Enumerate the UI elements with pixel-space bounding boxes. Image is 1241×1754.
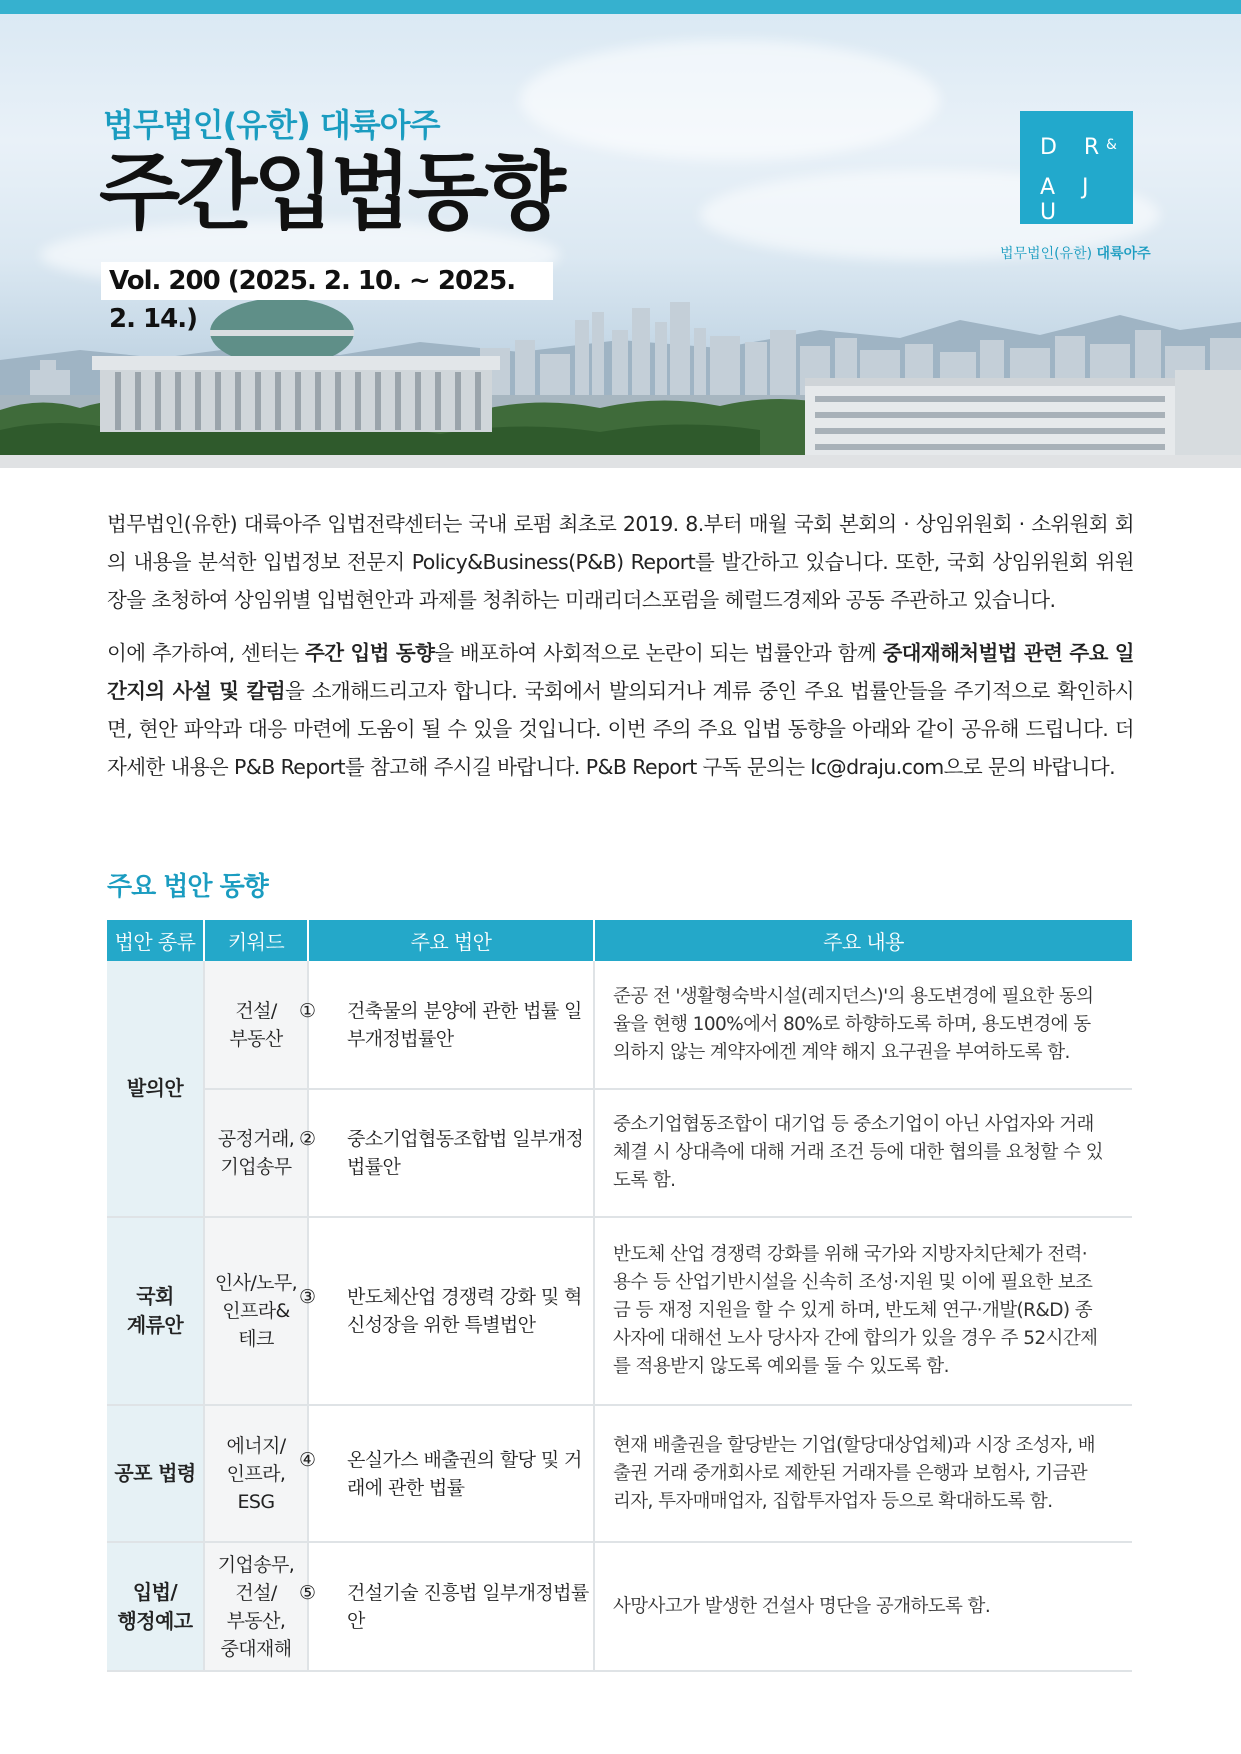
firm-name: 법무법인(유한) 대륙아주	[103, 106, 440, 144]
category-cell	[107, 1217, 204, 1405]
bill-number: ④	[299, 1448, 316, 1471]
header-bill-type: 법안 종류	[107, 920, 204, 961]
keyword-line: 부동산	[229, 1027, 283, 1050]
bill-number: ①	[299, 999, 316, 1022]
table-row	[107, 1217, 1132, 1405]
intro-text-2a: 이에 추가하여, 센터는	[107, 641, 305, 665]
table-row	[107, 1542, 1132, 1671]
bill-cell	[299, 961, 594, 1089]
keyword-line: 인프라&	[222, 1300, 290, 1322]
keyword-line: 건설/	[235, 1581, 277, 1604]
logo-caption-name: 대륙아주	[1096, 246, 1151, 262]
intro-highlight-weekly: 주간 입법 동향	[305, 641, 435, 665]
keyword-line: 부동산,	[226, 1609, 286, 1632]
cloud-decoration	[520, 40, 940, 160]
header-main-bill: 주요 법안	[308, 920, 594, 961]
keyword-line: 중대재해	[220, 1637, 292, 1660]
bill-title: 중소기업협동조합법 일부개정법률안	[347, 1128, 584, 1178]
keyword-line: 공정거래,	[217, 1128, 295, 1150]
keyword-cell	[204, 1542, 308, 1671]
table-row	[107, 961, 1132, 1089]
keyword-cell	[204, 961, 308, 1089]
logo-caption-prefix: 법무법인(유한)	[1000, 246, 1093, 262]
keyword-line: 기업송무	[220, 1156, 292, 1178]
category-line: 행정예고	[117, 1608, 193, 1633]
header-main-content: 주요 내용	[594, 920, 1132, 961]
top-accent-strip	[0, 0, 1241, 14]
keyword-line: 기업송무,	[217, 1553, 295, 1576]
intro-text-2e: 을 소개해드리고자 합니다. 국회에서 발의되거나 계류 중인 주요 법률안들을 주기적으로 확인하시면, 현안 파악과 대응 마련에 도움이 될 수 있을 것입니다. 이번 주의 주요 입법 동향을 아래와 같이 공유해 드립니다. 더 자세한 내용은 P&B Report를 참고해 주시길 바랍니다. P&B Report 구독 문의는 lc@draju.com으로 문의 바랍니다.	[107, 679, 1134, 779]
keyword-line: 건설/	[235, 999, 277, 1022]
intro-highlight-editorials: 중대재해처벌법 관련 주요 일간지의 사설 및 칼럼	[107, 641, 1135, 703]
intro-text-2	[107, 634, 1134, 786]
keyword-line: ESG	[237, 1490, 275, 1513]
national-assembly-cityscape-image	[0, 300, 1241, 468]
category-line: 입법/	[132, 1579, 178, 1604]
bill-number: ③	[299, 1286, 316, 1308]
logo-ampersand: &	[1106, 137, 1117, 153]
keyword-cell	[204, 1089, 308, 1217]
category-cell: 발의안	[107, 961, 204, 1217]
bill-trend-table	[107, 920, 1132, 1672]
bill-cell	[299, 1542, 594, 1671]
description-cell: 중소기업협동조합이 대기업 등 중소기업이 아닌 사업자와 거래 체결 시 상대측에 대해 거래 조건 등에 대한 협의를 요청할 수 있도록 함.	[594, 1089, 1132, 1217]
description-cell: 반도체 산업 경쟁력 강화를 위해 국가와 지방자치단체가 전력·용수 등 산업기반시설을 신속히 조성·지원 및 이에 필요한 보조금 등 재정 지원을 할 수 있게 하며, 반도체 연구·개발(R&D) 종사자에 대해선 노사 당사자 간에 합의가 있을 경우 주 52시간제를 적용받지 않도록 예외를 둘 수 있도록 함.	[594, 1217, 1132, 1405]
description-cell: 사망사고가 발생한 건설사 명단을 공개하도록 함.	[594, 1542, 1132, 1671]
table-header-row	[107, 920, 1132, 961]
logo-text-dr: D R	[1040, 135, 1110, 160]
keyword-line: 에너지/	[226, 1434, 286, 1457]
bill-number: ⑤	[299, 1581, 316, 1604]
bill-title: 건축물의 분양에 관한 법률 일부개정법률안	[347, 999, 582, 1050]
keyword-line: 인사/노무,	[214, 1272, 298, 1294]
banner-bottom-band	[0, 455, 1241, 468]
header-banner	[0, 0, 1241, 468]
table-row	[107, 1405, 1132, 1542]
page-title: 주간입법동향	[99, 143, 562, 241]
intro-paragraph-1	[107, 505, 1134, 619]
logo-caption	[1000, 243, 1151, 263]
keyword-cell	[204, 1217, 308, 1405]
category-line: 계류안	[126, 1313, 184, 1337]
category-line: 국회	[136, 1284, 174, 1308]
bill-number: ②	[299, 1128, 316, 1150]
bill-title: 반도체산업 경쟁력 강화 및 혁신성장을 위한 특별법안	[347, 1286, 582, 1336]
intro-text-2c: 을 배포하여 사회적으로 논란이 되는 법률안과 함께	[434, 641, 883, 665]
keyword-line: 인프라,	[226, 1462, 286, 1485]
header-keyword: 키워드	[204, 920, 308, 961]
description-cell: 현재 배출권을 할당받는 기업(할당대상업체)과 시장 조성자, 배출권 거래 중개회사로 제한된 거래자를 은행과 보험사, 기금관리자, 투자매매업자, 집합투자업자 등으로 확대하도록 함.	[594, 1405, 1132, 1542]
bill-title: 건설기술 진흥법 일부개정법률안	[347, 1581, 589, 1632]
category-cell: 공포 법령	[107, 1405, 204, 1542]
keyword-line: 테크	[238, 1328, 274, 1350]
intro-paragraph-2	[107, 634, 1134, 786]
bill-cell	[299, 1217, 594, 1405]
table-row	[107, 1089, 1132, 1217]
category-cell	[107, 1542, 204, 1671]
bill-title: 온실가스 배출권의 할당 및 거래에 관한 법률	[347, 1448, 582, 1499]
description-cell: 준공 전 '생활형숙박시설(레지던스)'의 용도변경에 필요한 동의율을 현행 100%에서 80%로 하향하도록 하며, 용도변경에 동의하지 않는 계약자에겐 계약 해지 요구권을 부여하도록 함.	[594, 961, 1132, 1089]
intro-text-1: 법무법인(유한) 대륙아주 입법전략센터는 국내 로펌 최초로 2019. 8.부터 매월 국회 본회의 · 상임위원회 · 소위원회 회의 내용을 분석한 입법정보 전문지 Policy&Business(P&B) Report를 발간하고 있습니다. 또한, 국회 상임위원회 위원장을 초청하여 상임위별 입법현안과 과제를 청취하는 미래리더스포럼을 헤럴드경제와 공동 주관하고 있습니다.	[107, 512, 1134, 612]
bill-cell	[299, 1089, 594, 1217]
bill-cell	[299, 1405, 594, 1542]
firm-logo	[1020, 111, 1133, 224]
keyword-cell	[204, 1405, 308, 1542]
volume-label: Vol. 200 (2025. 2. 10. ~ 2025. 2. 14.)	[101, 262, 553, 300]
logo-text-aju: A J U	[1040, 175, 1099, 225]
section-title: 주요 법안 동향	[107, 872, 268, 902]
